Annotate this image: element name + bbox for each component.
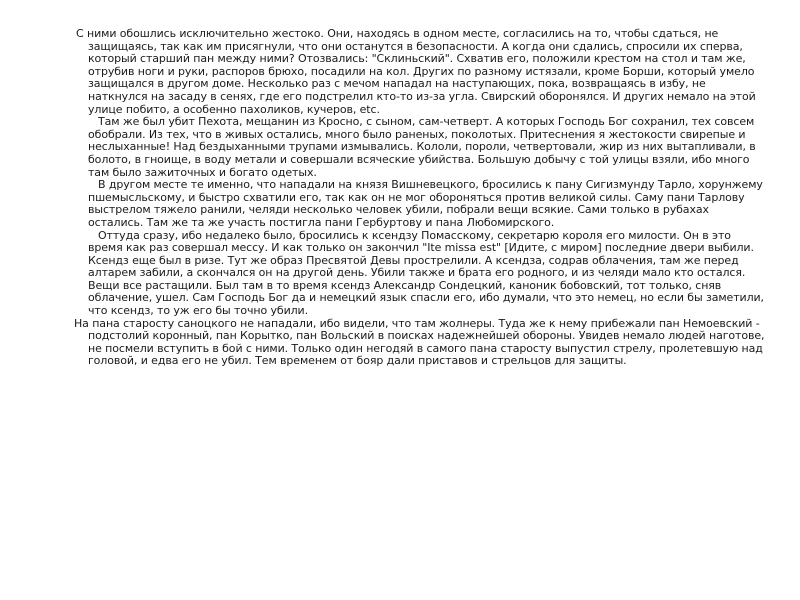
paragraph-1: С ними обошлись исключительно жестоко. Они, находясь в одном месте, согласились на то, чтобы сдаться, не защищаясь, так как им присягнули, что они останутся в безопасности. А когда они сдались, спросили их сперва, который старший пан между ними? Отозвались: "Склиньский". Схватив его, положили крестом на стол и там же, отрубив ноги и руки, распоров брюхо, посадили на кол. Других по разному истязали, кроме Борши, который умело защищался в другом доме. Несколько раз с мечом нападал на наступающих, пока, возвращаясь в избу, не наткнулся на засаду в сенях, где его подстрелил кто-то из-за угла. Свирский оборонялся. И других немало на этой улице побито, а особенно пахоликов, кучеров, etc. [76, 27, 756, 116]
paragraph-2: Там же был убит Пехота, мещанин из Кросно, с сыном, сам-четверт. А которых Господь Бог сохранил, тех совсем обобрали. Из тех, что в живых остались, много было раненых, поколотых. Притеснения я жестокости свирепые и неслыханные! Над бездыханными трупами измывались. Кололи, пороли, четвертовали, жир из них вытапливали, в болото, в гноище, в воду метали и совершали всяческие убийства. Большую добычу с той улицы взяли, ибо много там было зажиточных и богато одетых. [88, 115, 756, 179]
document-body [76, 28, 766, 368]
paragraph-4: Оттуда сразу, ибо недалеко было, бросились к ксендзу Помасскому, секретарю короля его милости. Он в это время как раз совершал мессу. И как только он закончил "Ite missa est" [Идите, с миром] последние двери выбили. Ксендз еще был в ризе. Тут же образ Пресвятой Девы прострелили. А ксендза, содрав облачения, там же перед алтарем забили, а скончался он на другой день. Убили также и брата его родного, и из челяди мало кто остался. Вещи все растащили. Был там в то время ксендз Александр Сондецкий, каноник бобовский, тот только, сняв облачение, ушел. Сам Господь Бог да и немецкий язык спасли его, ибо думали, что это немец, но если бы заметили, что ксендз, то уж его бы точно убили. [88, 228, 764, 318]
paragraph-5: На пана старосту саноцкого не нападали, ибо видели, что там жолнеры. Туда же к нему прибежали пан Немоевский - подстолий коронный, пан Корытко, пан Вольский в поисках надежнейшей обороны. Увидев немало людей наготове, не посмели вступить в бой с ними. Только один негодяй в самого пана старосту выпустил стрелу, пролетевшую над головой, и едва его не убил. Тем временем от бояр дали приставов и стрельцов для защиты. [74, 316, 765, 368]
paragraph-3: В другом месте те именно, что нападали на князя Вишневецкого, бросились к пану Сигизмунду Тарло, хорунжему пшемысльскому, и быстро схватили его, так как он не мог обороняться против великой силы. Саму пани Тарлову выстрелом тяжело ранили, челяди несколько человек убили, побрали вещи всякие. Сами только в рубахах остались. Там же та же участь постигла пани Гербуртову и пана Любомирского. [88, 178, 763, 229]
